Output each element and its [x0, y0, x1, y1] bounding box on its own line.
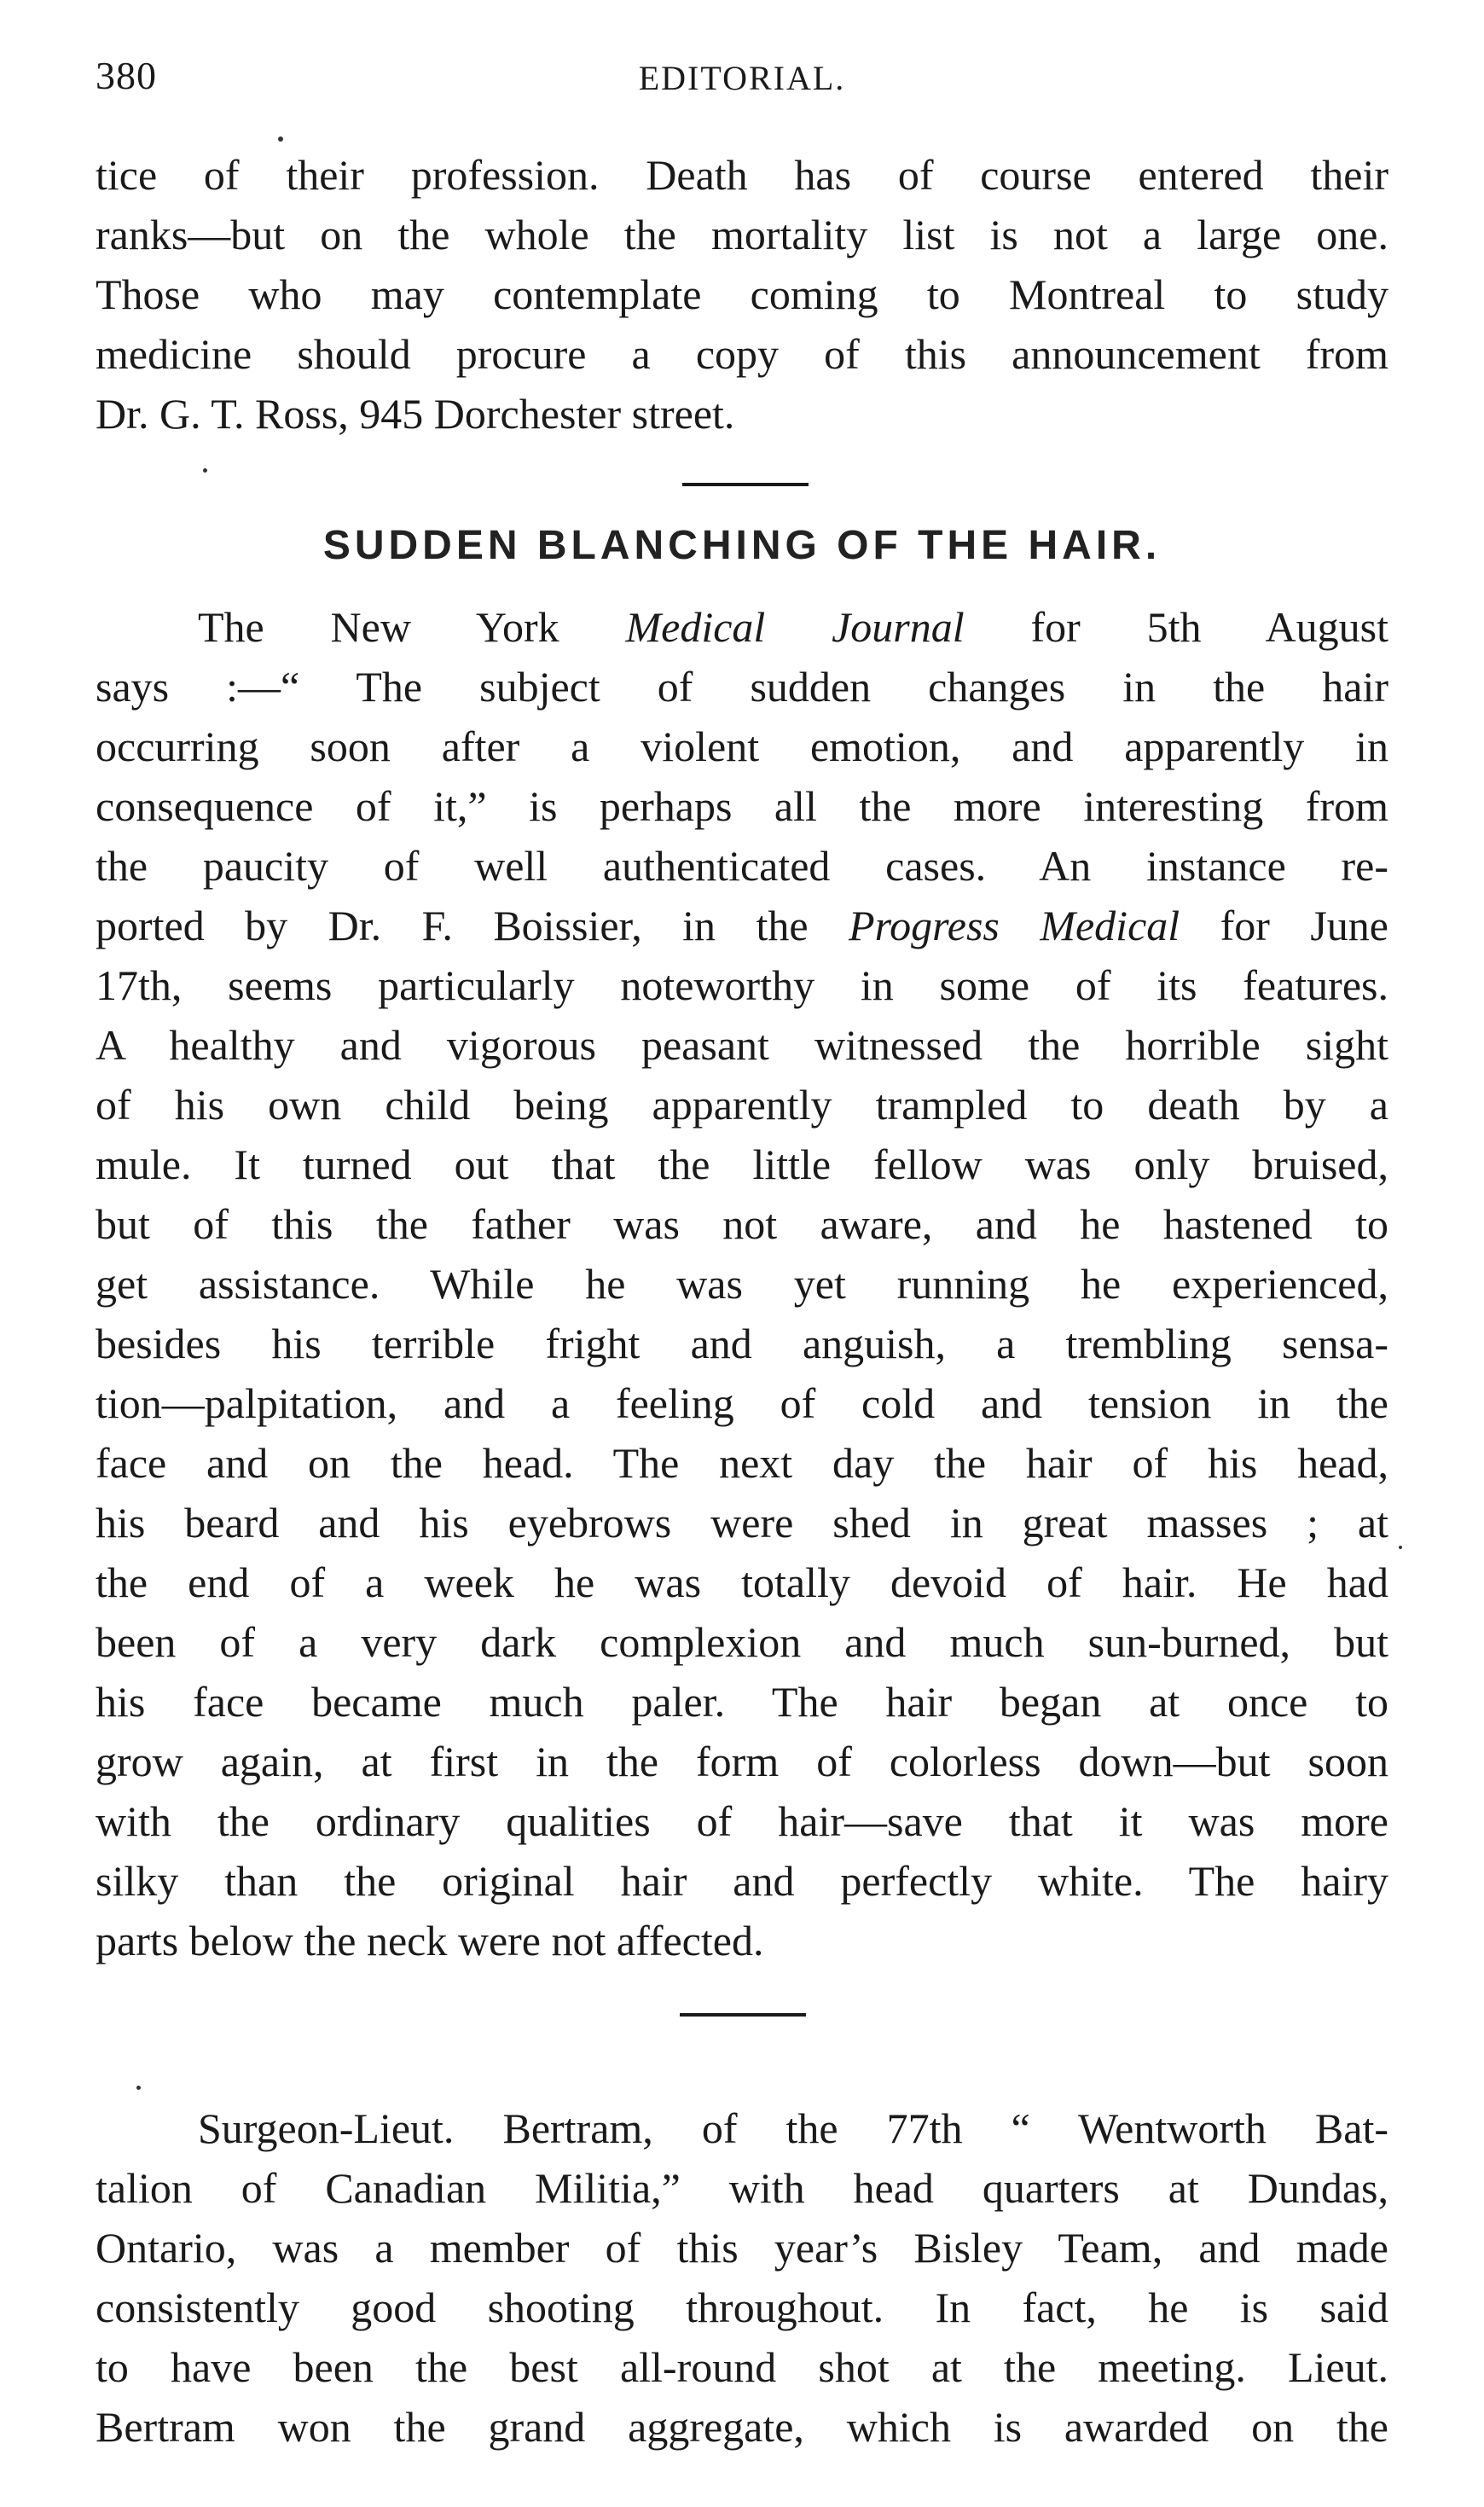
text-line: to have been the best all-round shot at the meeting. Lieut.: [96, 2343, 1388, 2391]
article-heading: SUDDEN BLANCHING OF THE HAIR.: [322, 523, 1162, 568]
text-line: A healthy and vigorous peasant witnessed the horrible sight: [96, 1021, 1388, 1069]
text-line: mule. It turned out that the little fellow was only bruised,: [96, 1140, 1388, 1188]
text-line: Ontario, was a member of this year’s Bisley Team, and made: [96, 2224, 1388, 2272]
text-line: his face became much paler. The hair began at once to: [96, 1678, 1388, 1726]
text-line: get assistance. While he was yet running he experienced,: [96, 1260, 1388, 1308]
text-line: Surgeon-Lieut. Bertram, of the 77th “ Wentworth Bat-: [198, 2104, 1388, 2152]
bertram-paragraph: [96, 2098, 1388, 2457]
section-divider: [680, 2013, 806, 2017]
text-line: says :—“ The subject of sudden changes in the hair: [96, 663, 1388, 711]
journal-title: Medical Journal: [625, 603, 965, 651]
print-speck: [1399, 1546, 1402, 1549]
running-head-title: EDITORIAL.: [638, 59, 846, 97]
text-line: tice of their profession. Death has of course entered their: [96, 151, 1388, 199]
print-speck: [203, 468, 207, 473]
text-line: Bertram won the grand aggregate, which is awarded on the: [96, 2403, 1388, 2451]
text-line: [96, 896, 1388, 955]
article-body: [96, 597, 1388, 1970]
section-divider: [682, 483, 809, 486]
text-run: for June: [1180, 902, 1388, 949]
text-line: medicine should procure a copy of this announcement from: [96, 330, 1388, 378]
text-line: grow again, at first in the form of colorless down—but soon: [96, 1738, 1388, 1785]
text-line: consequence of it,” is perhaps all the more interesting from: [96, 782, 1388, 830]
continuation-paragraph: [96, 145, 1388, 444]
text-line: [96, 597, 1388, 657]
text-run: ported by Dr. F. Boissier, in the: [96, 902, 849, 949]
print-speck: [278, 136, 283, 142]
text-line: parts below the neck were not affected.: [96, 1917, 764, 1964]
text-line: but of this the father was not aware, and he hastened to: [96, 1200, 1388, 1248]
text-line: ranks—but on the whole the mortality list is not a large one.: [96, 211, 1388, 258]
text-line: talion of Canadian Militia,” with head quarters at Dundas,: [96, 2164, 1388, 2212]
text-line: consistently good shooting throughout. In fact, he is said: [96, 2284, 1388, 2331]
text-line: silky than the original hair and perfectly white. The hairy: [96, 1857, 1388, 1905]
text-line: with the ordinary qualities of hair—save that it was more: [96, 1797, 1388, 1845]
text-line: of his own child being apparently trampled to death by a: [96, 1081, 1388, 1129]
print-speck: [136, 2086, 141, 2090]
text-line: Those who may contemplate coming to Montreal to study: [96, 270, 1388, 318]
text-run: The New York: [198, 603, 626, 651]
text-line: the paucity of well authenticated cases. An instance re-: [96, 842, 1388, 890]
running-head: [96, 53, 1388, 104]
journal-title: Progress Medical: [849, 902, 1180, 949]
text-line: his beard and his eyebrows were shed in great masses ; at: [96, 1499, 1388, 1547]
text-line: Dr. G. T. Ross, 945 Dorchester street.: [96, 390, 735, 438]
text-line: besides his terrible fright and anguish, a trembling sensa-: [96, 1320, 1388, 1367]
text-run: for 5th August: [964, 603, 1388, 651]
text-line: tion—palpitation, and a feeling of cold and tension in the: [96, 1379, 1388, 1427]
page-number: 380: [96, 54, 157, 97]
text-line: been of a very dark complexion and much sun-burned, but: [96, 1618, 1388, 1666]
text-line: face and on the head. The next day the hair of his head,: [96, 1439, 1388, 1487]
text-line: occurring soon after a violent emotion, and apparently in: [96, 723, 1388, 770]
text-line: 17th, seems particularly noteworthy in some of its features.: [96, 961, 1388, 1009]
text-line: the end of a week he was totally devoid of hair. He had: [96, 1558, 1388, 1606]
